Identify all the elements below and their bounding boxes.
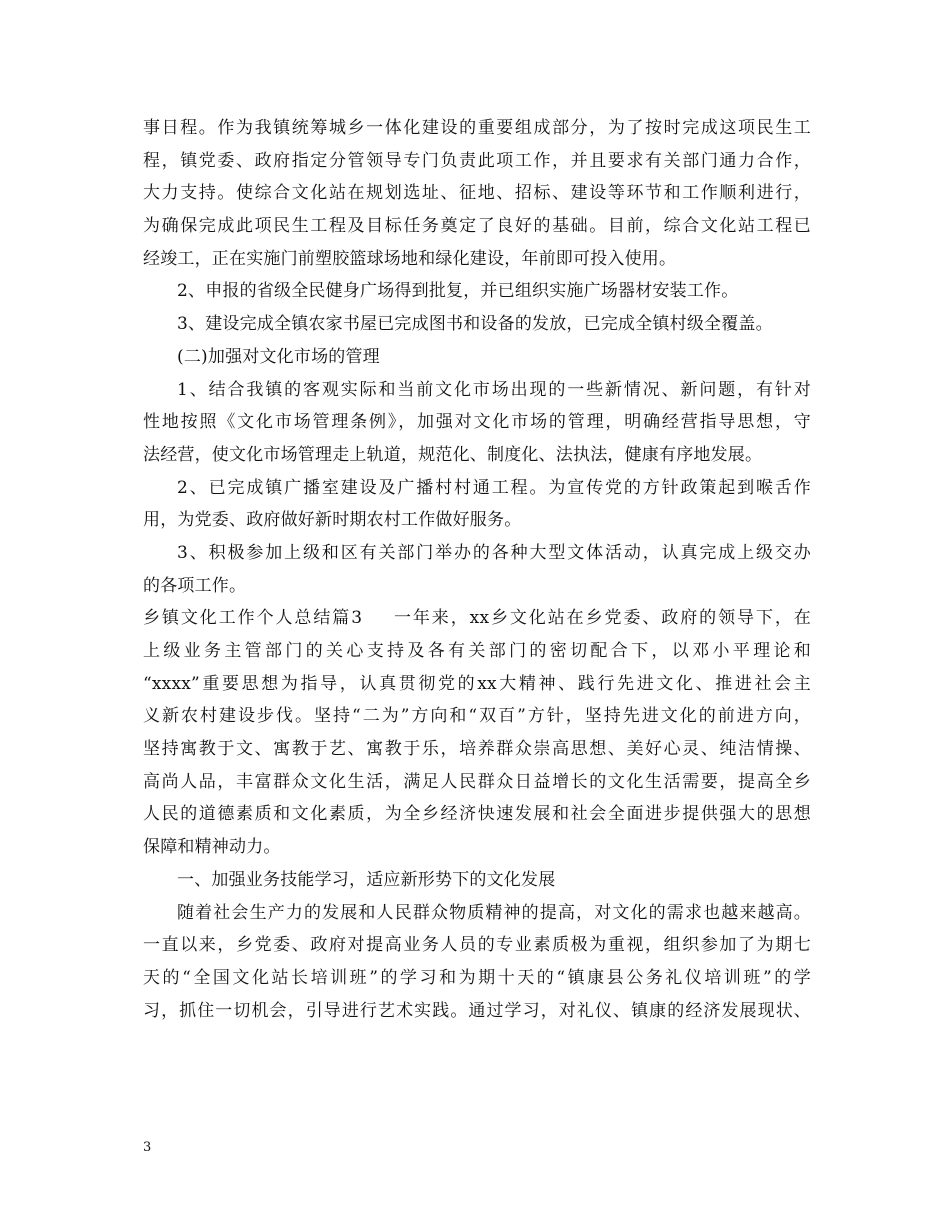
page-number: 3 — [143, 1140, 152, 1155]
line-text: 一年来，xx乡文化站在乡党委、政府的领导下，在 — [392, 608, 811, 629]
text-line: (二)加强对文化市场的管理 — [177, 346, 380, 367]
text-line: 高尚人品，丰富群众文化生活，满足人民群众日益增长的文化生活需要，提高全乡 — [143, 771, 811, 792]
text-line: 随着社会生产力的发展和人民群众物质精神的提高，对文化的需求也越来越高。 — [177, 902, 811, 923]
text-line: “xxxx”重要思想为指导，认真贯彻党的xx大精神、践行先进文化、推进社会主 — [143, 673, 811, 694]
text-line: 人民的道德素质和文化素质，为全乡经济快速发展和社会全面进步提供强大的思想 — [143, 804, 811, 825]
text-line: 程，镇党委、政府指定分管领导专门负责此项工作，并且要求有关部门通力合作， — [143, 150, 811, 171]
text-line: 法经营，使文化市场管理走上轨道，规范化、制度化、法执法，健康有序地发展。 — [143, 444, 763, 465]
text-line: 2、申报的省级全民健身广场得到批复，并已组织实施广场器材安装工作。 — [177, 281, 739, 302]
text-line: 义新农村建设步伐。坚持“二为”方向和“双百”方针，坚持先进文化的前进方向， — [143, 706, 811, 727]
text-line: 1、结合我镇的客观实际和当前文化市场出现的一些新情况、新问题，有针对 — [177, 379, 811, 400]
section-title: 乡镇文化工作个人总结篇3 — [143, 608, 363, 629]
text-line: 3、积极参加上级和区有关部门举办的各种大型文体活动，认真完成上级交办 — [177, 542, 811, 563]
text-line: 一直以来，乡党委、政府对提高业务人员的专业素质极为重视，组织参加了为期七 — [143, 935, 811, 956]
text-line: 3、建设完成全镇农家书屋已完成图书和设备的发放，已完成全镇村级全覆盖。 — [177, 314, 773, 335]
text-line: 上级业务主管部门的关心支持及各有关部门的密切配合下，以邓小平理论和 — [143, 641, 811, 661]
text-line: 事日程。作为我镇统筹城乡一体化建设的重要组成部分，为了按时完成这项民生工 — [143, 118, 811, 138]
text-line: 天的“全国文化站长培训班”的学习和为期十天的“镇康县公务礼仪培训班”的学 — [143, 967, 811, 988]
document-body — [143, 112, 811, 1027]
text-line: 一、加强业务技能学习，适应新形势下的文化发展 — [177, 869, 556, 890]
text-line: 经竣工，正在实施门前塑胶篮球场地和绿化建设，年前即可投入使用。 — [143, 248, 677, 269]
text-line: 习，抓住一切机会，引导进行艺术实践。通过学习，对礼仪、镇康的经济发展现状、 — [143, 1000, 811, 1021]
text-line: 性地按照《文化市场管理条例》，加强对文化市场的管理，明确经营指导思想，守 — [143, 412, 811, 433]
text-line — [143, 602, 811, 635]
text-line: 坚持寓教于文、寓教于艺、寓教于乐，培养群众崇高思想、美好心灵、纯洁情操、 — [143, 739, 811, 760]
text-line: 为确保完成此项民生工程及目标任务奠定了良好的基础。目前，综合文化站工程已 — [143, 216, 811, 237]
text-line: 的各项工作。 — [143, 575, 247, 596]
text-line: 2、已完成镇广播室建设及广播村村通工程。为宣传党的方针政策起到喉舌作 — [177, 477, 811, 498]
text-line: 用，为党委、政府做好新时期农村工作做好服务。 — [143, 510, 522, 531]
text-line: 大力支持。使综合文化站在规划选址、征地、招标、建设等环节和工作顺利进行， — [143, 183, 811, 204]
text-line: 保障和精神动力。 — [143, 837, 281, 858]
